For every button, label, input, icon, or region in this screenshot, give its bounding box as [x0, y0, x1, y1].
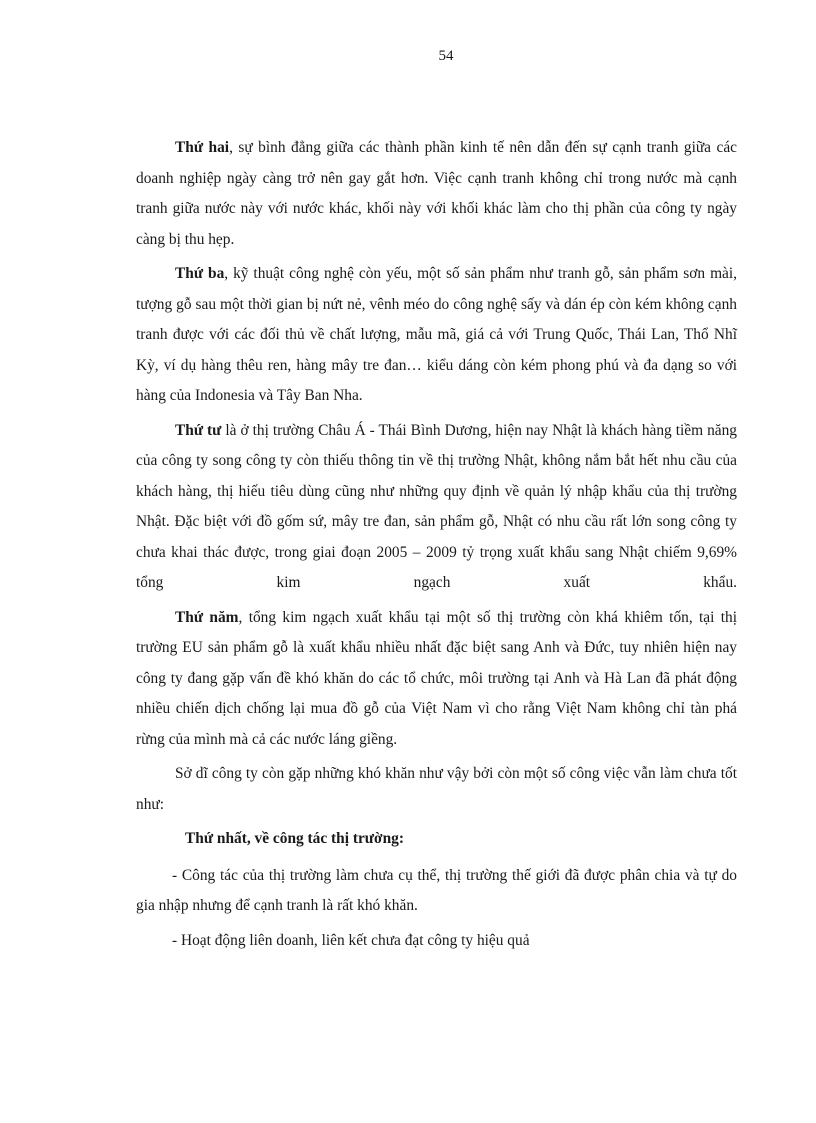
paragraph-lead: Thứ năm	[175, 608, 239, 626]
bullet-item: - Công tác của thị trường làm chưa cụ thể, thị trường thế giới đã được phân chia và tự do gia nhập nhưng để cạnh tranh là rất khó khăn.	[136, 866, 737, 914]
paragraph-thu-ba	[136, 259, 737, 412]
section-heading: Thứ nhất, về công tác thị trường:	[185, 830, 404, 847]
summary-paragraph: Sở dĩ công ty còn gặp những khó khăn như vậy bởi còn một số công việc vẫn làm chưa tốt như:	[136, 765, 737, 813]
paragraph-lead: Thứ ba	[175, 265, 225, 282]
page-number: 54	[438, 48, 454, 64]
paragraph-text: , sự bình đẳng giữa các thành phần kinh tế nên dẫn đến sự cạnh tranh giữa các doanh nghiệp ngày càng trở nên gay gắt hơn. Việc cạnh tranh không chỉ trong nước mà cạnh tranh giữa nước này với nước khác, khối này với khối khác làm cho thị phần của công ty ngày càng bị thu hẹp.	[136, 139, 737, 248]
paragraph-text: , kỹ thuật công nghệ còn yếu, một số sản phẩm như tranh gỗ, sản phẩm sơn mài, tượng gỗ sau một thời gian bị nứt nẻ, vênh méo do công nghệ sấy và dán ép còn kém không cạnh tranh được với các đối thủ về chất lượng, mẫu mã, giá cả với Trung Quốc, Thái Lan, Thổ Nhĩ Kỳ, ví dụ hàng thêu ren, hàng mây tre đan… kiểu dáng còn kém phong phú và đa dạng so với hàng của Indonesia và Tây Ban Nha.	[136, 265, 738, 404]
bullet-item: - Hoạt động liên doanh, liên kết chưa đạt công ty hiệu quả	[172, 931, 530, 949]
paragraph-text: là ở thị trường Châu Á - Thái Bình Dương, hiện nay Nhật là khách hàng tiềm năng của công ty song công ty còn thiếu thông tin về thị trường Nhật, không nắm bắt hết nhu cầu của khách hàng, thị hiếu tiêu dùng cũng như những quy định về quản lý nhập khẩu của thị trường Nhật. Đặc biệt với đồ gốm sứ, mây tre đan, sản phẩm gỗ, Nhật có nhu cầu rất lớn song công ty chưa khai thác được, trong giai đoạn 2005 – 2009 tỷ trọng xuất khẩu sang Nhật chiếm 9,69% tổng kim ngạch xuất khẩu.	[136, 421, 737, 591]
paragraph-lead: Thứ hai	[175, 139, 230, 156]
paragraph-thu-tu	[136, 416, 737, 599]
paragraph-lead: Thứ tư	[175, 421, 222, 439]
paragraph-text: , tổng kim ngạch xuất khẩu tại một số thị trường còn khá khiêm tốn, tại thị trường EU sản phẩm gỗ là xuất khẩu nhiều nhất đặc biệt sang Anh và Đức, tuy nhiên hiện nay công ty đang gặp vấn đề khó khăn do các tổ chức, môi trường tại Anh và Hà Lan đã phát động nhiều chiến dịch chống lại mua đồ gỗ của Việt Nam vì cho rằng Việt Nam không chỉ tàn phá rừng của mình mà cả các nước láng giềng.	[136, 608, 738, 748]
paragraph-thu-hai	[136, 133, 737, 255]
document-body	[136, 133, 737, 960]
paragraph-thu-nam	[136, 603, 737, 756]
